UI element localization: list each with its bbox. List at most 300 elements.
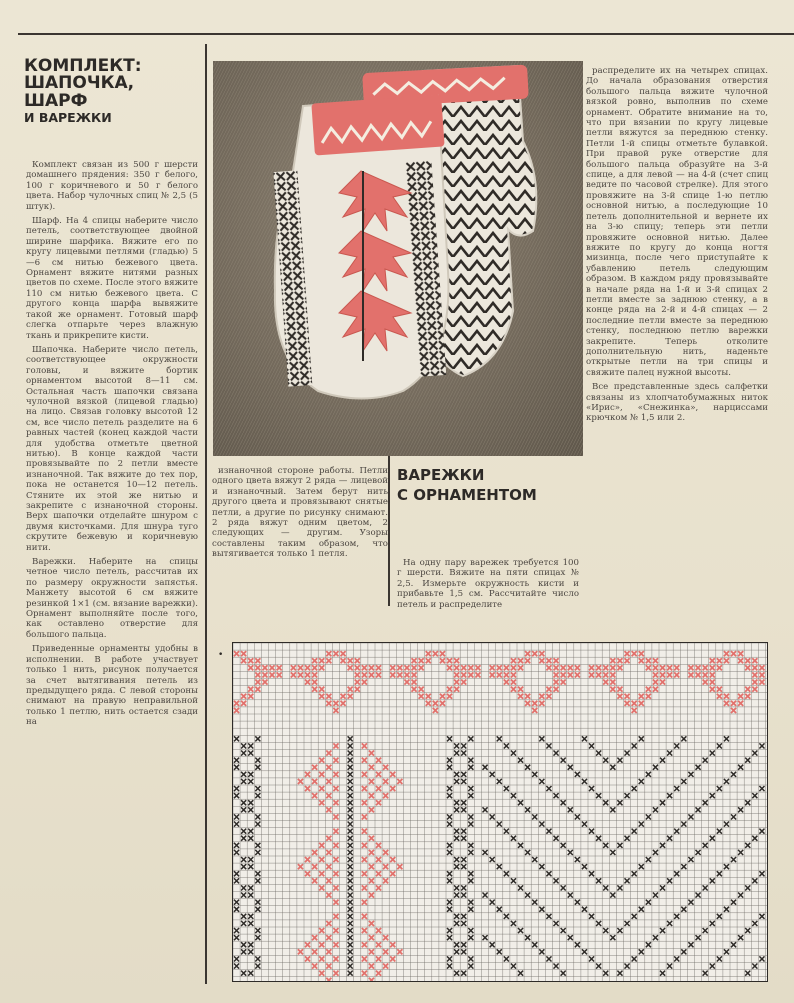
stitch-mark — [468, 900, 473, 905]
stitch-mark — [333, 786, 338, 791]
stitch-mark — [639, 694, 644, 699]
stitch-mark — [234, 907, 239, 912]
stitch-mark — [504, 665, 509, 670]
stitch-mark — [610, 665, 615, 670]
stitch-mark — [646, 900, 651, 905]
stitch-mark — [681, 822, 686, 827]
stitch-mark — [461, 779, 466, 784]
stitch-mark — [248, 971, 253, 976]
stitch-mark — [603, 800, 608, 805]
stitch-mark — [603, 928, 608, 933]
stitch-mark — [326, 779, 331, 784]
stitch-mark — [461, 949, 466, 954]
stitch-mark — [419, 694, 424, 699]
stitch-mark — [603, 758, 608, 763]
stitch-mark — [646, 942, 651, 947]
stitch-mark — [532, 701, 537, 706]
stitch-mark — [326, 921, 331, 926]
stitch-mark — [639, 907, 644, 912]
stitch-mark — [255, 935, 260, 940]
stitch-mark — [596, 964, 601, 969]
stitch-mark — [234, 964, 239, 969]
stitch-mark — [724, 651, 729, 656]
stitch-mark — [376, 857, 381, 862]
stitch-mark — [447, 758, 452, 763]
stitch-mark — [511, 672, 516, 677]
stitch-mark — [333, 701, 338, 706]
heading-line-2: ШАПОЧКА, — [24, 73, 135, 94]
stitch-mark — [234, 736, 239, 741]
stitch-mark — [376, 971, 381, 976]
stitch-mark — [497, 672, 502, 677]
stitch-mark — [461, 914, 466, 919]
paragraph-scarf: Шарф. На 4 спицы наберите число петель, соответствующее двойной ширине шарфика. Вяжите его по кругу лицевыми петлями (гладью) 5—6 см нитью бежевого цвета. Орнамент вяжите нитями разных цветов по схеме. После этого вяжите 110 см нитью бежевого цвета. С другого конца шарфа вывяжите такой же орнамент. Готовый шарф слегка отпарьте через влажную ткань и прикрепите кисти. — [26, 216, 198, 341]
stitch-mark — [248, 687, 253, 692]
stitch-mark — [468, 964, 473, 969]
stitch-mark — [312, 680, 317, 685]
stitch-mark — [447, 736, 452, 741]
stitch-mark — [696, 893, 701, 898]
stitch-mark — [362, 665, 367, 670]
stitch-mark — [497, 907, 502, 912]
stitch-mark — [390, 786, 395, 791]
stitch-mark — [468, 871, 473, 876]
stitch-mark — [234, 701, 239, 706]
stitch-mark — [369, 878, 374, 883]
stitch-mark — [468, 736, 473, 741]
section-text — [397, 558, 579, 614]
stitch-mark — [554, 672, 559, 677]
stitch-mark — [688, 814, 693, 819]
stitch-mark — [653, 680, 658, 685]
stitch-mark — [419, 665, 424, 670]
stitch-mark — [703, 680, 708, 685]
stitch-mark — [277, 672, 282, 677]
stitch-mark — [752, 680, 757, 685]
stitch-mark — [376, 885, 381, 890]
stitch-mark — [277, 665, 282, 670]
stitch-mark — [518, 665, 523, 670]
stitch-mark — [348, 885, 353, 890]
stitch-mark — [603, 665, 608, 670]
stitch-mark — [653, 687, 658, 692]
stitch-mark — [589, 672, 594, 677]
stitch-mark — [518, 687, 523, 692]
stitch-mark — [696, 672, 701, 677]
stitch-mark — [248, 807, 253, 812]
stitch-mark — [447, 814, 452, 819]
stitch-mark — [376, 871, 381, 876]
stitch-mark — [468, 786, 473, 791]
stitch-mark — [710, 921, 715, 926]
stitch-mark — [497, 949, 502, 954]
stitch-mark — [532, 900, 537, 905]
stitch-mark — [610, 658, 615, 663]
stitch-mark — [717, 914, 722, 919]
stitch-mark — [667, 878, 672, 883]
stitch-mark — [326, 836, 331, 841]
stitch-mark — [575, 814, 580, 819]
stitch-mark — [369, 921, 374, 926]
stitch-mark — [433, 701, 438, 706]
stitch-mark — [759, 743, 764, 748]
stitch-mark — [617, 885, 622, 890]
stitch-mark — [617, 971, 622, 976]
stitch-mark — [582, 949, 587, 954]
stitch-mark — [639, 779, 644, 784]
stitch-mark — [717, 694, 722, 699]
column-middle-text — [212, 466, 388, 564]
stitch-mark — [404, 672, 409, 677]
stitch-mark — [383, 765, 388, 770]
article-heading — [24, 58, 199, 125]
chart-stitches — [234, 651, 765, 981]
stitch-mark — [248, 949, 253, 954]
stitch-mark — [518, 928, 523, 933]
stitch-mark — [731, 942, 736, 947]
stitch-mark — [639, 736, 644, 741]
stitch-mark — [312, 672, 317, 677]
stitch-mark — [362, 680, 367, 685]
stitch-mark — [270, 665, 275, 670]
stitch-mark — [554, 921, 559, 926]
stitch-mark — [759, 914, 764, 919]
stitch-mark — [575, 665, 580, 670]
section-heading — [397, 465, 577, 505]
stitch-mark — [724, 779, 729, 784]
stitch-mark — [369, 850, 374, 855]
stitch-mark — [362, 829, 367, 834]
stitch-mark — [348, 900, 353, 905]
stitch-mark — [745, 800, 750, 805]
stitch-mark — [575, 857, 580, 862]
stitch-mark — [369, 893, 374, 898]
stitch-mark — [447, 786, 452, 791]
stitch-mark — [319, 758, 324, 763]
stitch-mark — [234, 843, 239, 848]
stitch-mark — [383, 793, 388, 798]
stitch-mark — [234, 928, 239, 933]
stitch-mark — [568, 765, 573, 770]
stitch-mark — [468, 765, 473, 770]
stitch-mark — [234, 822, 239, 827]
stitch-mark — [383, 964, 388, 969]
stitch-mark — [589, 743, 594, 748]
section-rule — [388, 456, 390, 606]
stitch-mark — [234, 956, 239, 961]
paragraph-technique: изнаночной стороне работы. Петли одного цвета вяжут 2 ряда — лицевой и изнаночный. Затем берут нить другого цвета и провязывают снятые петли, а другие по рисунку снимают. 2 ряда вяжут одним цветом, 2 следующих — другим. Узоры составлены таким образом, что вытягивается только 1 петля. — [212, 466, 388, 560]
stitch-mark — [639, 701, 644, 706]
stitch-mark — [525, 658, 530, 663]
stitch-mark — [333, 800, 338, 805]
stitch-mark — [255, 822, 260, 827]
stitch-mark — [454, 829, 459, 834]
stitch-mark — [348, 956, 353, 961]
stitch-mark — [546, 914, 551, 919]
stitch-mark — [653, 850, 658, 855]
chart-marker: • — [218, 650, 224, 660]
stitch-mark — [348, 807, 353, 812]
stitch-mark — [248, 751, 253, 756]
stitch-mark — [241, 743, 246, 748]
stitch-mark — [703, 672, 708, 677]
stitch-mark — [717, 687, 722, 692]
stitch-mark — [348, 800, 353, 805]
stitch-mark — [610, 850, 615, 855]
stitch-mark — [369, 964, 374, 969]
stitch-mark — [483, 807, 488, 812]
stitch-mark — [255, 814, 260, 819]
stitch-mark — [660, 843, 665, 848]
stitch-mark — [568, 665, 573, 670]
stitch-mark — [511, 964, 516, 969]
stitch-mark — [369, 935, 374, 940]
stitch-mark — [333, 971, 338, 976]
stitch-mark — [511, 680, 516, 685]
stitch-mark — [660, 885, 665, 890]
stitch-mark — [731, 772, 736, 777]
stitch-mark — [348, 658, 353, 663]
stitch-mark — [539, 694, 544, 699]
stitch-mark — [454, 914, 459, 919]
stitch-mark — [639, 651, 644, 656]
stitch-mark — [348, 694, 353, 699]
stitch-mark — [525, 765, 530, 770]
stitch-mark — [717, 786, 722, 791]
stitch-mark — [461, 942, 466, 947]
stitch-mark — [440, 694, 445, 699]
stitch-mark — [454, 807, 459, 812]
stitch-mark — [255, 928, 260, 933]
stitch-mark — [333, 814, 338, 819]
stitch-mark — [703, 843, 708, 848]
stitch-mark — [255, 843, 260, 848]
stitch-mark — [454, 949, 459, 954]
column-left-text — [26, 160, 198, 732]
stitch-mark — [255, 765, 260, 770]
stitch-mark — [348, 857, 353, 862]
stitch-mark — [546, 694, 551, 699]
stitch-mark — [518, 658, 523, 663]
stitch-mark — [483, 850, 488, 855]
stitch-mark — [759, 665, 764, 670]
stitch-mark — [419, 658, 424, 663]
stitch-mark — [468, 928, 473, 933]
stitch-mark — [710, 836, 715, 841]
stitch-mark — [312, 779, 317, 784]
stitch-mark — [632, 651, 637, 656]
stitch-mark — [333, 928, 338, 933]
stitch-mark — [248, 772, 253, 777]
stitch-mark — [447, 658, 452, 663]
stitch-mark — [589, 914, 594, 919]
stitch-mark — [312, 878, 317, 883]
stitch-mark — [369, 779, 374, 784]
stitch-mark — [426, 694, 431, 699]
stitch-mark — [348, 751, 353, 756]
stitch-mark — [660, 800, 665, 805]
stitch-mark — [738, 701, 743, 706]
stitch-mark — [568, 672, 573, 677]
stitch-mark — [333, 651, 338, 656]
stitch-mark — [497, 822, 502, 827]
stitch-mark — [348, 928, 353, 933]
stitch-mark — [561, 928, 566, 933]
stitch-mark — [461, 857, 466, 862]
stitch-mark — [667, 836, 672, 841]
stitch-mark — [348, 935, 353, 940]
knitting-chart — [232, 642, 768, 982]
stitch-mark — [518, 971, 523, 976]
stitch-mark — [454, 672, 459, 677]
stitch-mark — [319, 843, 324, 848]
stitch-mark — [539, 658, 544, 663]
stitch-mark — [454, 658, 459, 663]
stitch-mark — [511, 751, 516, 756]
stitch-mark — [348, 921, 353, 926]
stitch-mark — [255, 878, 260, 883]
stitch-mark — [625, 701, 630, 706]
stitch-mark — [653, 665, 658, 670]
stitch-mark — [454, 857, 459, 862]
stitch-mark — [234, 651, 239, 656]
stitch-mark — [554, 680, 559, 685]
stitch-mark — [653, 893, 658, 898]
stitch-mark — [326, 658, 331, 663]
stitch-mark — [504, 680, 509, 685]
stitch-mark — [490, 814, 495, 819]
stitch-mark — [582, 864, 587, 869]
stitch-mark — [688, 672, 693, 677]
stitch-mark — [255, 956, 260, 961]
stitch-mark — [696, 850, 701, 855]
stitch-mark — [454, 665, 459, 670]
stitch-mark — [653, 765, 658, 770]
stitch-mark — [305, 942, 310, 947]
stitch-mark — [632, 708, 637, 713]
stitch-mark — [539, 701, 544, 706]
stitch-mark — [319, 665, 324, 670]
stitch-mark — [348, 814, 353, 819]
stitch-mark — [724, 949, 729, 954]
stitch-mark — [248, 942, 253, 947]
stitch-mark — [646, 814, 651, 819]
stitch-mark — [234, 793, 239, 798]
stitch-mark — [490, 900, 495, 905]
stitch-mark — [454, 836, 459, 841]
stitch-mark — [554, 751, 559, 756]
stitch-mark — [667, 964, 672, 969]
stitch-mark — [390, 942, 395, 947]
stitch-mark — [248, 921, 253, 926]
stitch-mark — [248, 864, 253, 869]
stitch-mark — [404, 680, 409, 685]
stitch-mark — [369, 765, 374, 770]
stitch-mark — [632, 786, 637, 791]
stitch-mark — [525, 850, 530, 855]
stitch-mark — [390, 871, 395, 876]
stitch-mark — [412, 687, 417, 692]
stitch-mark — [390, 772, 395, 777]
stitch-mark — [390, 672, 395, 677]
stitch-mark — [234, 871, 239, 876]
stitch-mark — [454, 751, 459, 756]
stitch-mark — [440, 658, 445, 663]
stitch-mark — [703, 665, 708, 670]
stitch-mark — [397, 864, 402, 869]
stitch-mark — [745, 885, 750, 890]
stitch-mark — [518, 843, 523, 848]
stitch-mark — [738, 807, 743, 812]
stitch-mark — [348, 914, 353, 919]
stitch-mark — [468, 907, 473, 912]
stitch-mark — [362, 942, 367, 947]
stitch-mark — [468, 956, 473, 961]
stitch-mark — [348, 907, 353, 912]
stitch-mark — [639, 658, 644, 663]
stitch-mark — [688, 942, 693, 947]
stitch-mark — [681, 779, 686, 784]
stitch-mark — [468, 878, 473, 883]
stitch-mark — [319, 800, 324, 805]
stitch-mark — [461, 864, 466, 869]
stitch-mark — [461, 807, 466, 812]
stitch-mark — [703, 928, 708, 933]
stitch-mark — [390, 857, 395, 862]
stitch-mark — [525, 807, 530, 812]
stitch-mark — [539, 736, 544, 741]
stitch-mark — [454, 772, 459, 777]
stitch-mark — [653, 935, 658, 940]
stitch-mark — [632, 871, 637, 876]
stitch-mark — [745, 928, 750, 933]
stitch-mark — [341, 658, 346, 663]
stitch-mark — [625, 751, 630, 756]
stitch-mark — [752, 964, 757, 969]
stitch-mark — [241, 949, 246, 954]
stitch-mark — [333, 772, 338, 777]
stitch-mark — [348, 687, 353, 692]
stitch-mark — [326, 964, 331, 969]
stitch-mark — [582, 822, 587, 827]
stitch-mark — [710, 793, 715, 798]
stitch-mark — [582, 779, 587, 784]
stitch-mark — [603, 672, 608, 677]
stitch-mark — [426, 651, 431, 656]
stitch-mark — [511, 793, 516, 798]
column-rule — [205, 44, 207, 984]
stitch-mark — [241, 885, 246, 890]
stitch-mark — [241, 800, 246, 805]
stitch-mark — [539, 907, 544, 912]
stitch-mark — [504, 786, 509, 791]
stitch-mark — [348, 836, 353, 841]
stitch-mark — [532, 814, 537, 819]
stitch-mark — [511, 658, 516, 663]
stitch-mark — [447, 843, 452, 848]
stitch-mark — [724, 694, 729, 699]
stitch-mark — [724, 658, 729, 663]
stitch-mark — [688, 665, 693, 670]
column-right-text — [586, 66, 768, 428]
stitch-mark — [234, 935, 239, 940]
stitch-mark — [348, 850, 353, 855]
mittens-illustration — [213, 61, 583, 456]
stitch-mark — [248, 914, 253, 919]
stitch-mark — [333, 885, 338, 890]
stitch-mark — [298, 665, 303, 670]
stitch-mark — [511, 921, 516, 926]
